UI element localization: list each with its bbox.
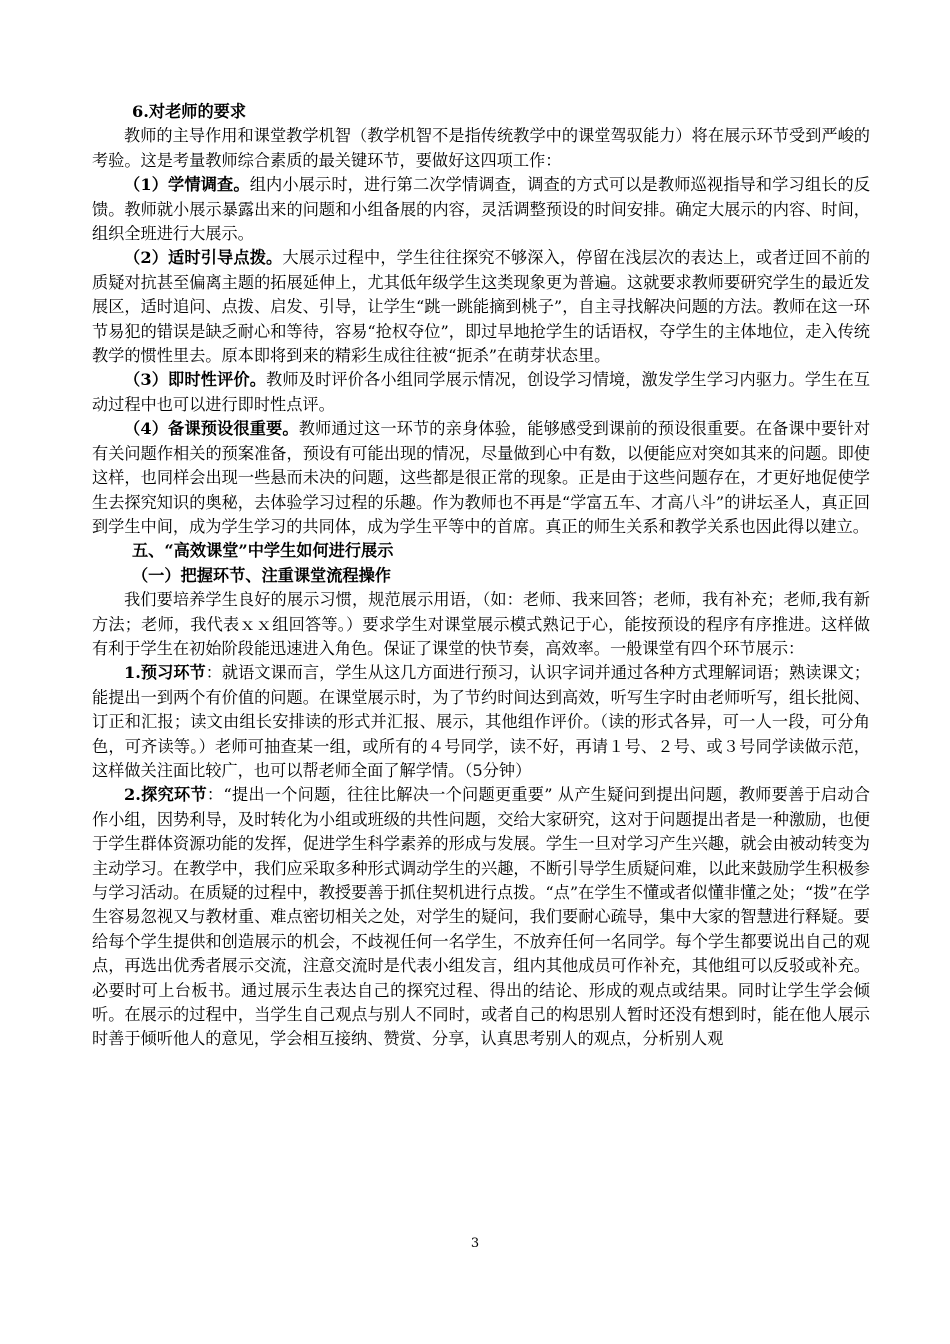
item-1-paragraph — [92, 173, 870, 246]
item-3-paragraph — [92, 368, 870, 417]
step-2-paragraph — [92, 783, 870, 1051]
subsection-1-heading: （一）把握环节、注重课堂流程操作 — [132, 565, 391, 585]
item-2-lead: （2）适时引导点拨。 — [124, 248, 283, 268]
page-number: 3 — [470, 1236, 480, 1251]
document-page — [92, 100, 870, 1052]
item-1-lead: （1）学情调查。 — [124, 175, 250, 195]
item-2-text: 大展示过程中，学生往往探究不够深入，停留在浅层次的表达上，或者迂回不前的质疑对抗甚至偏离主题的拓展延伸上，尤其低年级学生这类现象更为普遍。这就要求教师要研究学生的最近发展区，适时追问、点拨、启发、引导，让学生“跳一跳能摘到桃子”，自主寻找解决问题的方法。教师在这一环节易犯的错误是缺乏耐心和等待，容易“抢权夺位”，即过早地抢学生的话语权，夺学生的主体地位，走入传统教学的惯性里去。原本即将到来的精彩生成往往被“扼杀”在萌芽状态里。 — [92, 248, 871, 366]
subsection-1-paragraph: 我们要培养学生良好的展示习惯，规范展示用语，（如：老师、我来回答；老师，我有补充；老师,我有新方法；老师，我代表ｘｘ组回答等。）要求学生对课堂展示模式熟记于心，能按预设的程序有序推进。这样做有利于学生在初始阶段能迅速进入角色。保证了课堂的快节奏，高效率。一般课堂有四个环节展示： — [92, 590, 870, 658]
item-4-text: 教师通过这一环节的亲身体验，能够感受到课前的预设很重要。在备课中要针对有关问题作相关的预案准备，预设有可能出现的情况，尽量做到心中有数，以便能应对突如其来的问题。即使这样，也同样会出现一些悬而未决的问题，这些都是很正常的现象。正是由于这些问题存在，才更好地促使学生去探究知识的奥秘，去体验学习过程的乐趣。作为教师也不再是“学富五车、才高八斗”的讲坛圣人，真正回到学生中间，成为学生学习的共同体，成为学生平等中的首席。真正的师生关系和教学关系也因此得以建立。 — [92, 419, 871, 536]
item-3-lead: （3）即时性评价。 — [124, 370, 267, 390]
item-1-text: 组内小展示时，进行第二次学情调查，调查的方式可以是教师巡视指导和学习组长的反馈。教师就小展示暴露出来的问题和小组备展的内容，灵活调整预设的时间安排。确定大展示的内容、时间，组织全班进行大展示。 — [92, 175, 871, 244]
item-3-text: 教师及时评价各小组同学展示情况，创设学习情境，激发学生学习内驱力。学生在互动过程中也可以进行即时性点评。 — [92, 370, 871, 414]
section-5-heading: 五、“高效课堂”中学生如何进行展示 — [132, 541, 394, 561]
step-1-paragraph — [92, 661, 870, 783]
item-2-paragraph — [92, 246, 870, 368]
step-2-lead: 2.探究环节 — [124, 785, 207, 805]
step-1-lead: 1.预习环节 — [124, 663, 206, 683]
step-1-text: ：就语文课而言，学生从这几方面进行预习，认识字词并通过各种方式理解词语；熟读课文；能提出一到两个有价值的问题。在课堂展示时，为了节约时间达到高效，听写生字时由老师听写，组长批阅、订正和汇报；读文由组长安排读的形式并汇报、展示，其他组作评价。（读的形式各异，可一人一段，可分角色，可齐读等。）老师可抽查某一组，或所有的４号同学，读不好，再请１号、２号、或３号同学读做示范，这样做关注面比较广，也可以帮老师全面了解学情。（5分钟） — [92, 663, 871, 780]
item-4-lead: （4）备课预设很重要。 — [124, 419, 299, 439]
item-4-paragraph — [92, 417, 870, 539]
intro-paragraph: 教师的主导作用和课堂教学机智（教学机智不是指传统教学中的课堂驾驭能力）将在展示环节受到严峻的考验。这是考量教师综合素质的最关键环节，要做好这四项工作： — [92, 126, 870, 170]
section-6-heading: 6.对老师的要求 — [132, 102, 247, 121]
step-2-text: ：“提出一个问题，往往比解决一个问题更重要” 从产生疑问到提出问题，教师要善于启动合作小组，因势利导，及时转化为小组或班级的共性问题，交给大家研究，这对于问题提出者是一种激励，也便于学生群体资源功能的发挥，促进学生科学素养的形成与发展。学生一旦对学习产生兴趣，就会由被动转变为主动学习。在教学中，我们应采取多种形式调动学生的兴趣，不断引导学生质疑问难，以此来鼓励学生积极参与学习活动。在质疑的过程中，教授要善于抓住契机进行点拨。“点”在学生不懂或者似懂非懂之处；“拨”在学生容易忽视又与教材重、难点密切相关之处，对学生的疑问，我们要耐心疏导，集中大家的智慧进行释疑。要给每个学生提供和创造展示的机会，不歧视任何一名学生，不放弃任何一名同学。每个学生都要说出自己的观点，再选出优秀者展示交流，注意交流时是代表小组发言，组内其他成员可作补充，其他组可以反驳或补充。必要时可上台板书。通过展示生表达自己的探究过程、得出的结论、形成的观点或结果。同时让学生学会倾听。在展示的过程中，当学生自己观点与别人不同时，或者自己的构思别人暂时还没有想到时，能在他人展示时善于倾听他人的意见，学会相互接纳、赞赏、分享，认真思考别人的观点，分析别人观 — [92, 785, 870, 1049]
